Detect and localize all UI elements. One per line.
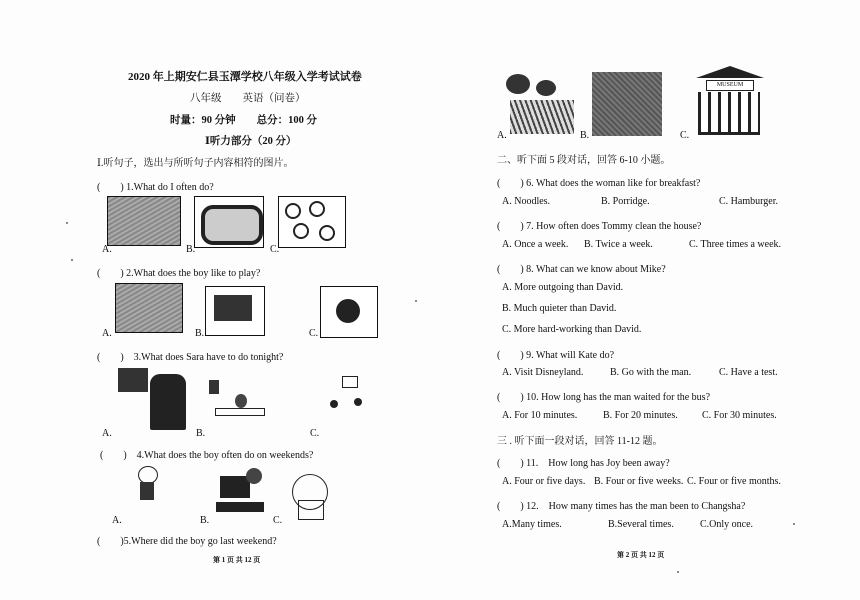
- q5-image-c-museum: [692, 66, 768, 136]
- q10-option-b: B. For 20 minutes.: [603, 410, 678, 421]
- q12-option-a: A.Many times.: [502, 519, 562, 530]
- question-2: ( ) 2.What does the boy like to play?: [97, 268, 261, 279]
- q12-option-c: C.Only once.: [700, 519, 754, 530]
- q10-option-a: A. For 10 minutes.: [502, 410, 578, 421]
- q1-image-a: [107, 196, 181, 246]
- q10-option-c: C. For 30 minutes.: [702, 410, 777, 421]
- q5-label-c: C.: [680, 130, 690, 141]
- scan-speck: [415, 300, 417, 302]
- q3-image-b: [205, 380, 265, 430]
- q7-option-a: A. Once a week.: [502, 239, 569, 250]
- q2-image-c: [320, 286, 378, 338]
- question-10: ( ) 10. How long has the man waited for the bus?: [497, 392, 711, 403]
- exam-subject: 八年级 英语（问卷）: [190, 93, 306, 104]
- q4-label-a: A.: [112, 515, 122, 526]
- q2-label-a: A.: [102, 328, 112, 339]
- exam-time-score: 时量：90 分钟 总分：100 分: [170, 115, 317, 126]
- q4-label-c: C.: [273, 515, 283, 526]
- question-3: ( ) 3.What does Sara have to do tonight?: [97, 352, 284, 363]
- question-7: ( ) 7. How often does Tommy clean the house?: [497, 221, 702, 232]
- q6-option-c: C. Hamburger.: [719, 196, 778, 207]
- q12-option-b: B.Several times.: [608, 519, 674, 530]
- q3-label-b: B.: [196, 428, 206, 439]
- question-4: ( ) 4.What does the boy often do on weekends?: [100, 450, 314, 461]
- q1-image-b: [194, 196, 264, 248]
- q3-label-c: C.: [310, 428, 320, 439]
- q4-image-a: [128, 462, 168, 514]
- q11-option-b: B. Four or five weeks.: [594, 476, 684, 487]
- q9-option-b: B. Go with the man.: [610, 367, 692, 378]
- q2-image-a: [115, 283, 183, 333]
- scan-speck: [793, 523, 795, 525]
- q5-image-a: [506, 74, 574, 136]
- question-6: ( ) 6. What does the woman like for breakfast?: [497, 178, 701, 189]
- question-9: ( ) 9. What will Kate do?: [497, 350, 615, 361]
- q8-option-a: A. More outgoing than David.: [502, 282, 624, 293]
- question-5: ( )5.Where did the boy go last weekend?: [97, 536, 277, 547]
- q2-label-c: C.: [309, 328, 319, 339]
- q1-label-b: B.: [186, 244, 196, 255]
- q3-image-c: [326, 376, 376, 432]
- q1-image-c: [278, 196, 346, 248]
- q11-option-c: C. Four or five months.: [687, 476, 781, 487]
- q9-option-a: A. Visit Disneyland.: [502, 367, 584, 378]
- instruction-text: Ⅰ.听句子，选出与所听句子内容相符的图片。: [97, 158, 294, 169]
- q4-image-b: [216, 466, 268, 522]
- q8-option-c: C. More hard-working than David.: [502, 324, 642, 335]
- q2-image-b: [205, 286, 265, 336]
- question-1: ( ) 1.What do I often do?: [97, 182, 214, 193]
- q9-option-c: C. Have a test.: [719, 367, 778, 378]
- q3-image-a: [118, 368, 188, 430]
- listening-section-title: Ⅰ听力部分（20 分）: [205, 136, 297, 147]
- q5-image-b: [592, 72, 662, 136]
- q2-label-b: B.: [195, 328, 205, 339]
- page-2-footer: 第 2 页 共 12 页: [617, 551, 665, 559]
- scan-speck: [66, 222, 68, 224]
- q11-option-a: A. Four or five days.: [502, 476, 586, 487]
- q6-option-a: A. Noodles.: [502, 196, 551, 207]
- question-11: ( ) 11. How long has Joy been away?: [497, 458, 670, 469]
- museum-sign: MUSEUM: [706, 80, 754, 91]
- q8-option-b: B. Much quieter than David.: [502, 303, 617, 314]
- question-8: ( ) 8. What can we know about Mike?: [497, 264, 666, 275]
- q7-option-b: B. Twice a week.: [584, 239, 653, 250]
- section-3-title: 三 . 听下面一段对话，回答 11-12 题。: [497, 436, 663, 447]
- q1-label-c: C.: [270, 244, 280, 255]
- q6-option-b: B. Porridge.: [601, 196, 650, 207]
- q4-label-b: B.: [200, 515, 210, 526]
- question-12: ( ) 12. How many times has the man been to Changsha?: [497, 501, 746, 512]
- scan-speck: [71, 259, 73, 261]
- q4-image-c: [286, 470, 332, 522]
- page-1-footer: 第 1 页 共 12 页: [213, 556, 261, 564]
- scan-speck: [677, 571, 679, 573]
- q3-label-a: A.: [102, 428, 112, 439]
- q5-label-a: A.: [497, 130, 507, 141]
- exam-title: 2020 年上期安仁县玉潭学校八年级入学考试试卷: [128, 71, 362, 83]
- q5-label-b: B.: [580, 130, 590, 141]
- q7-option-c: C. Three times a week.: [689, 239, 782, 250]
- section-2-title: 二、听下面 5 段对话，回答 6-10 小题。: [497, 155, 671, 166]
- q1-label-a: A.: [102, 244, 112, 255]
